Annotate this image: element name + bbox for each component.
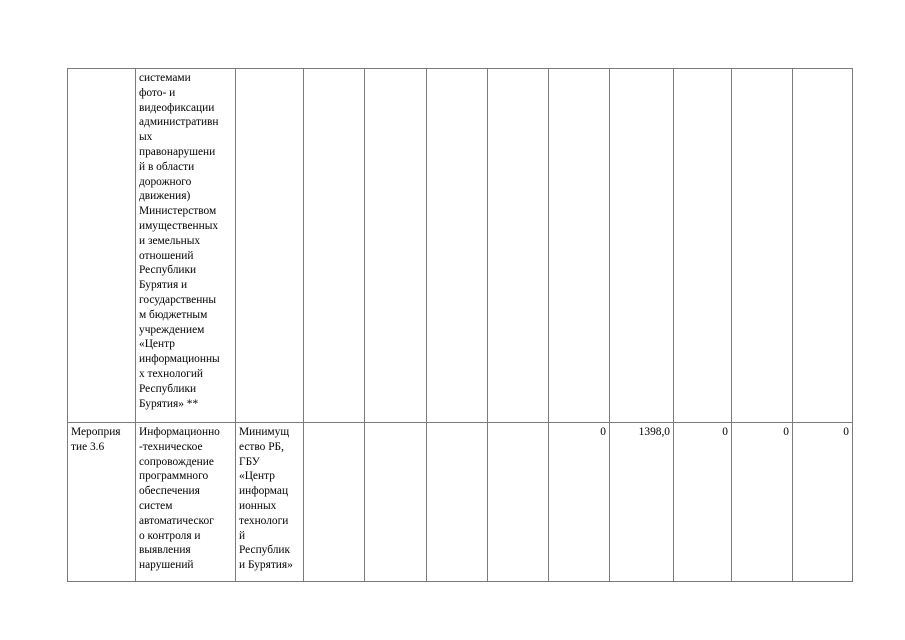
measure-name-cell: системами фото- и видеофиксации административн ых правонарушени й в области дорожного движения) Министерством имущественных и земельных отношений Республики Бурятия и государственны м бюджетным учреждением «Центр информационны х технологий Республики Бурятия» **	[136, 69, 236, 423]
value-cell: 0	[549, 423, 610, 582]
table-row	[68, 423, 853, 582]
value-cell: 0	[674, 423, 732, 582]
value-cell	[304, 69, 365, 423]
value-cell	[365, 69, 427, 423]
value-cell: 0	[793, 423, 853, 582]
value-cell	[365, 423, 427, 582]
value-cell	[427, 69, 488, 423]
executor-cell	[236, 69, 304, 423]
value-cell: 0	[732, 423, 793, 582]
value-cell: 1398,0	[610, 423, 674, 582]
value-cell	[549, 69, 610, 423]
executor-cell: Минимущ ество РБ, ГБУ «Центр информац ионных технологи й Республик и Бурятия»	[236, 423, 304, 582]
value-cell	[674, 69, 732, 423]
value-cell	[610, 69, 674, 423]
program-table	[67, 68, 853, 582]
measure-code-cell: Мероприя тие 3.6	[68, 423, 136, 582]
value-cell	[488, 69, 549, 423]
value-cell	[732, 69, 793, 423]
table-row	[68, 69, 853, 423]
value-cell	[304, 423, 365, 582]
value-cell	[427, 423, 488, 582]
value-cell	[488, 423, 549, 582]
measure-name-cell: Информационно -техническое сопровождение программного обеспечения систем автоматическог о контроля и выявления нарушений	[136, 423, 236, 582]
measure-code-cell	[68, 69, 136, 423]
value-cell	[793, 69, 853, 423]
